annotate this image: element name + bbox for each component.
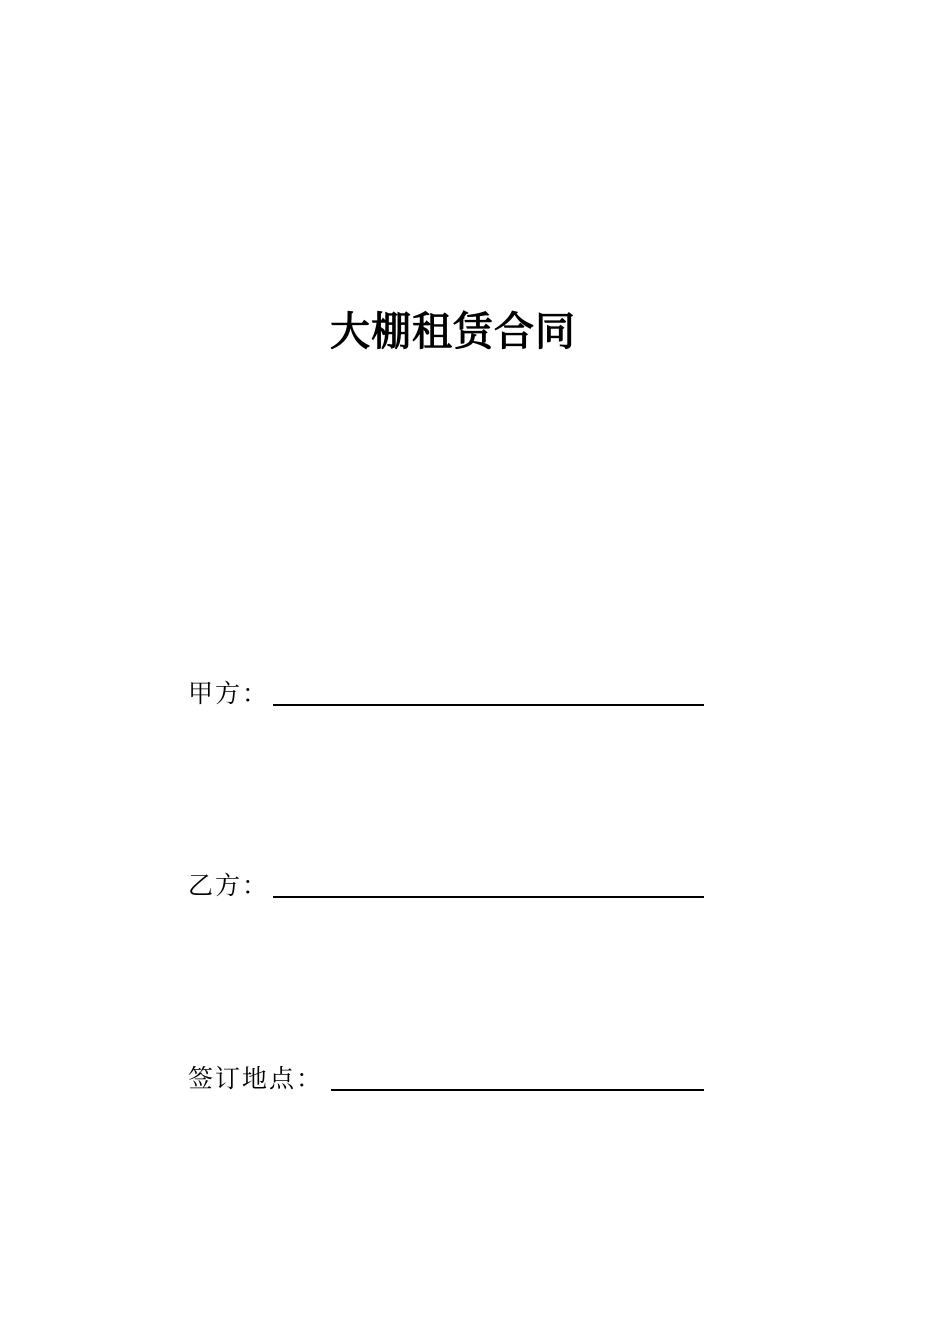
party-a-label: 甲方： [188,679,270,708]
document-title: 大棚租赁合同 [330,309,576,355]
signing-place-fill-line[interactable] [331,1089,704,1091]
signing-place-field [188,1059,323,1095]
party-b-fill-line[interactable] [273,896,704,898]
party-b-label: 乙方： [188,871,270,900]
party-a-fill-line[interactable] [273,704,704,706]
party-b-field [188,866,269,902]
signing-place-label: 签订地点： [188,1064,324,1093]
party-a-field [188,674,269,710]
